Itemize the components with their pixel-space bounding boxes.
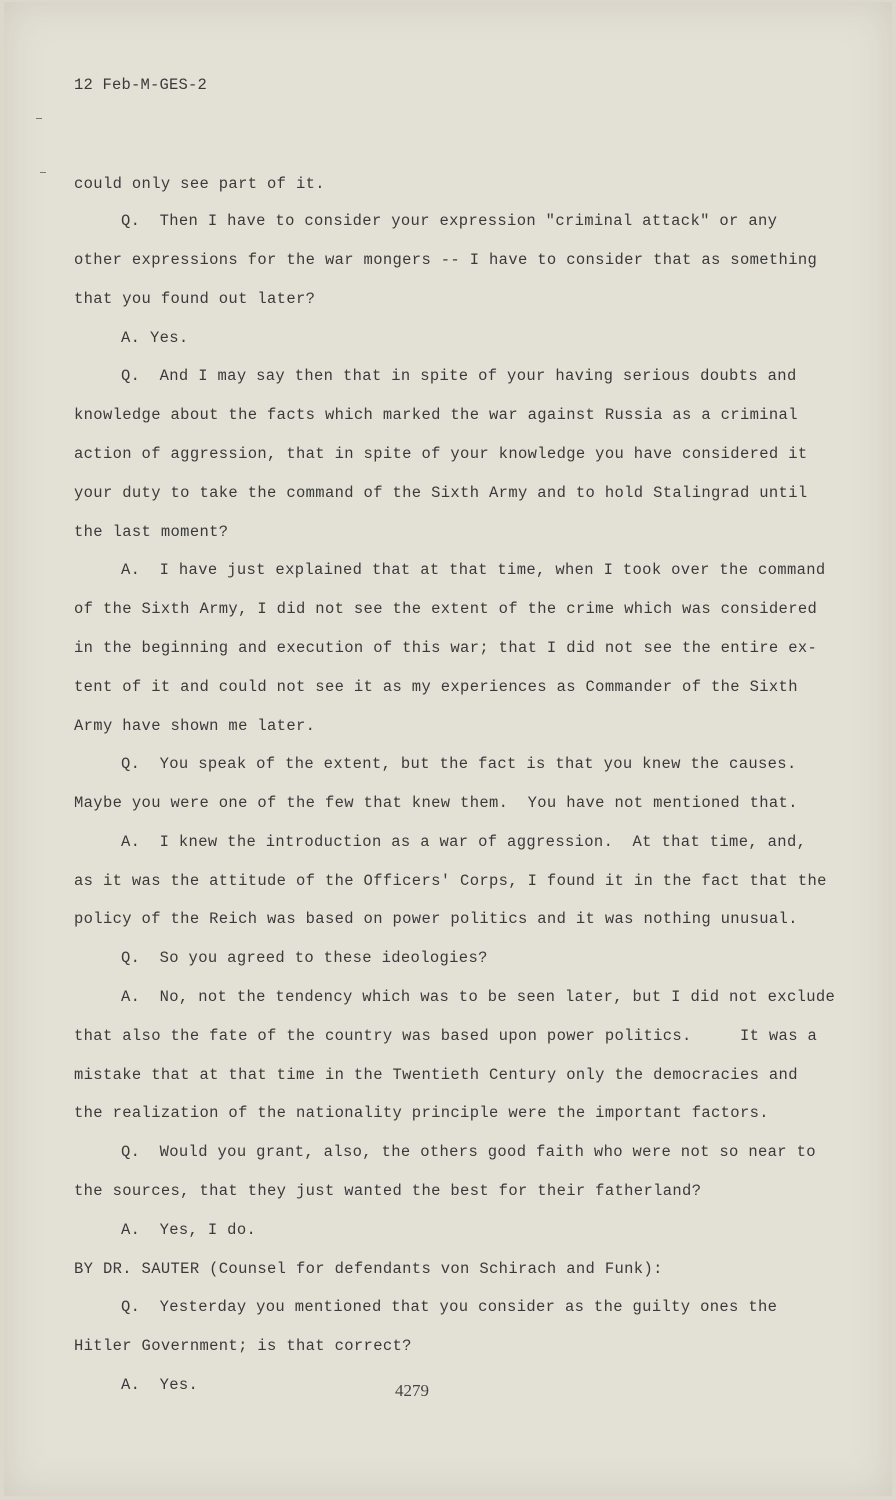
text-line: A. I knew the introduction as a war of aggression. At that time, and,	[121, 833, 807, 851]
text-line: A. Yes.	[121, 329, 189, 347]
text-line: of the Sixth Army, I did not see the extent of the crime which was considered	[74, 600, 818, 618]
text-line: Maybe you were one of the few that knew them. You have not mentioned that.	[74, 794, 798, 812]
margin-mark	[40, 172, 46, 173]
text-line: in the beginning and execution of this war; that I did not see the entire ex-	[74, 639, 818, 657]
text-line: A. Yes, I do.	[121, 1221, 257, 1239]
text-line: Q. So you agreed to these ideologies?	[121, 949, 488, 967]
text-line: A. No, not the tendency which was to be seen later, but I did not exclude	[121, 988, 836, 1006]
text-line: A. I have just explained that at that time, when I took over the command	[121, 561, 826, 579]
text-line: Q. Would you grant, also, the others good faith who were not so near to	[121, 1143, 816, 1161]
text-line: as it was the attitude of the Officers' Corps, I found it in the fact that the	[74, 872, 827, 890]
text-line: A. Yes.	[121, 1376, 199, 1394]
text-line: tent of it and could not see it as my experiences as Commander of the Sixth	[74, 678, 798, 696]
text-line: that also the fate of the country was based upon power politics. It was a	[74, 1027, 818, 1045]
text-line: could only see part of it.	[74, 175, 325, 193]
text-line: other expressions for the war mongers -- I have to consider that as something	[74, 251, 818, 269]
page-number: 4279	[395, 1381, 429, 1400]
text-line: Q. Then I have to consider your expression "criminal attack" or any	[121, 212, 778, 230]
text-line: your duty to take the command of the Sixth Army and to hold Stalingrad until	[74, 484, 808, 502]
document-reference: 12 Feb-M-GES-2	[74, 76, 208, 94]
margin-mark	[36, 118, 42, 119]
text-line: policy of the Reich was based on power politics and it was nothing unusual.	[74, 910, 798, 928]
text-line: mistake that at that time in the Twentieth Century only the democracies and	[74, 1066, 798, 1084]
text-line: action of aggression, that in spite of your knowledge you have considered it	[74, 445, 808, 463]
text-line: the sources, that they just wanted the best for their fatherland?	[74, 1182, 702, 1200]
text-line: knowledge about the facts which marked the war against Russia as a criminal	[74, 406, 798, 424]
text-line: the last moment?	[74, 523, 229, 541]
text-line: Army have shown me later.	[74, 717, 316, 735]
text-line: Hitler Government; is that correct?	[74, 1337, 412, 1355]
text-line: that you found out later?	[74, 290, 316, 308]
text-line: the realization of the nationality principle were the important factors.	[74, 1104, 769, 1122]
text-line: Q. You speak of the extent, but the fact is that you knew the causes.	[121, 755, 797, 773]
text-line: BY DR. SAUTER (Counsel for defendants von Schirach and Funk):	[74, 1260, 663, 1278]
text-line: Q. And I may say then that in spite of your having serious doubts and	[121, 367, 797, 385]
text-line: Q. Yesterday you mentioned that you consider as the guilty ones the	[121, 1298, 778, 1316]
